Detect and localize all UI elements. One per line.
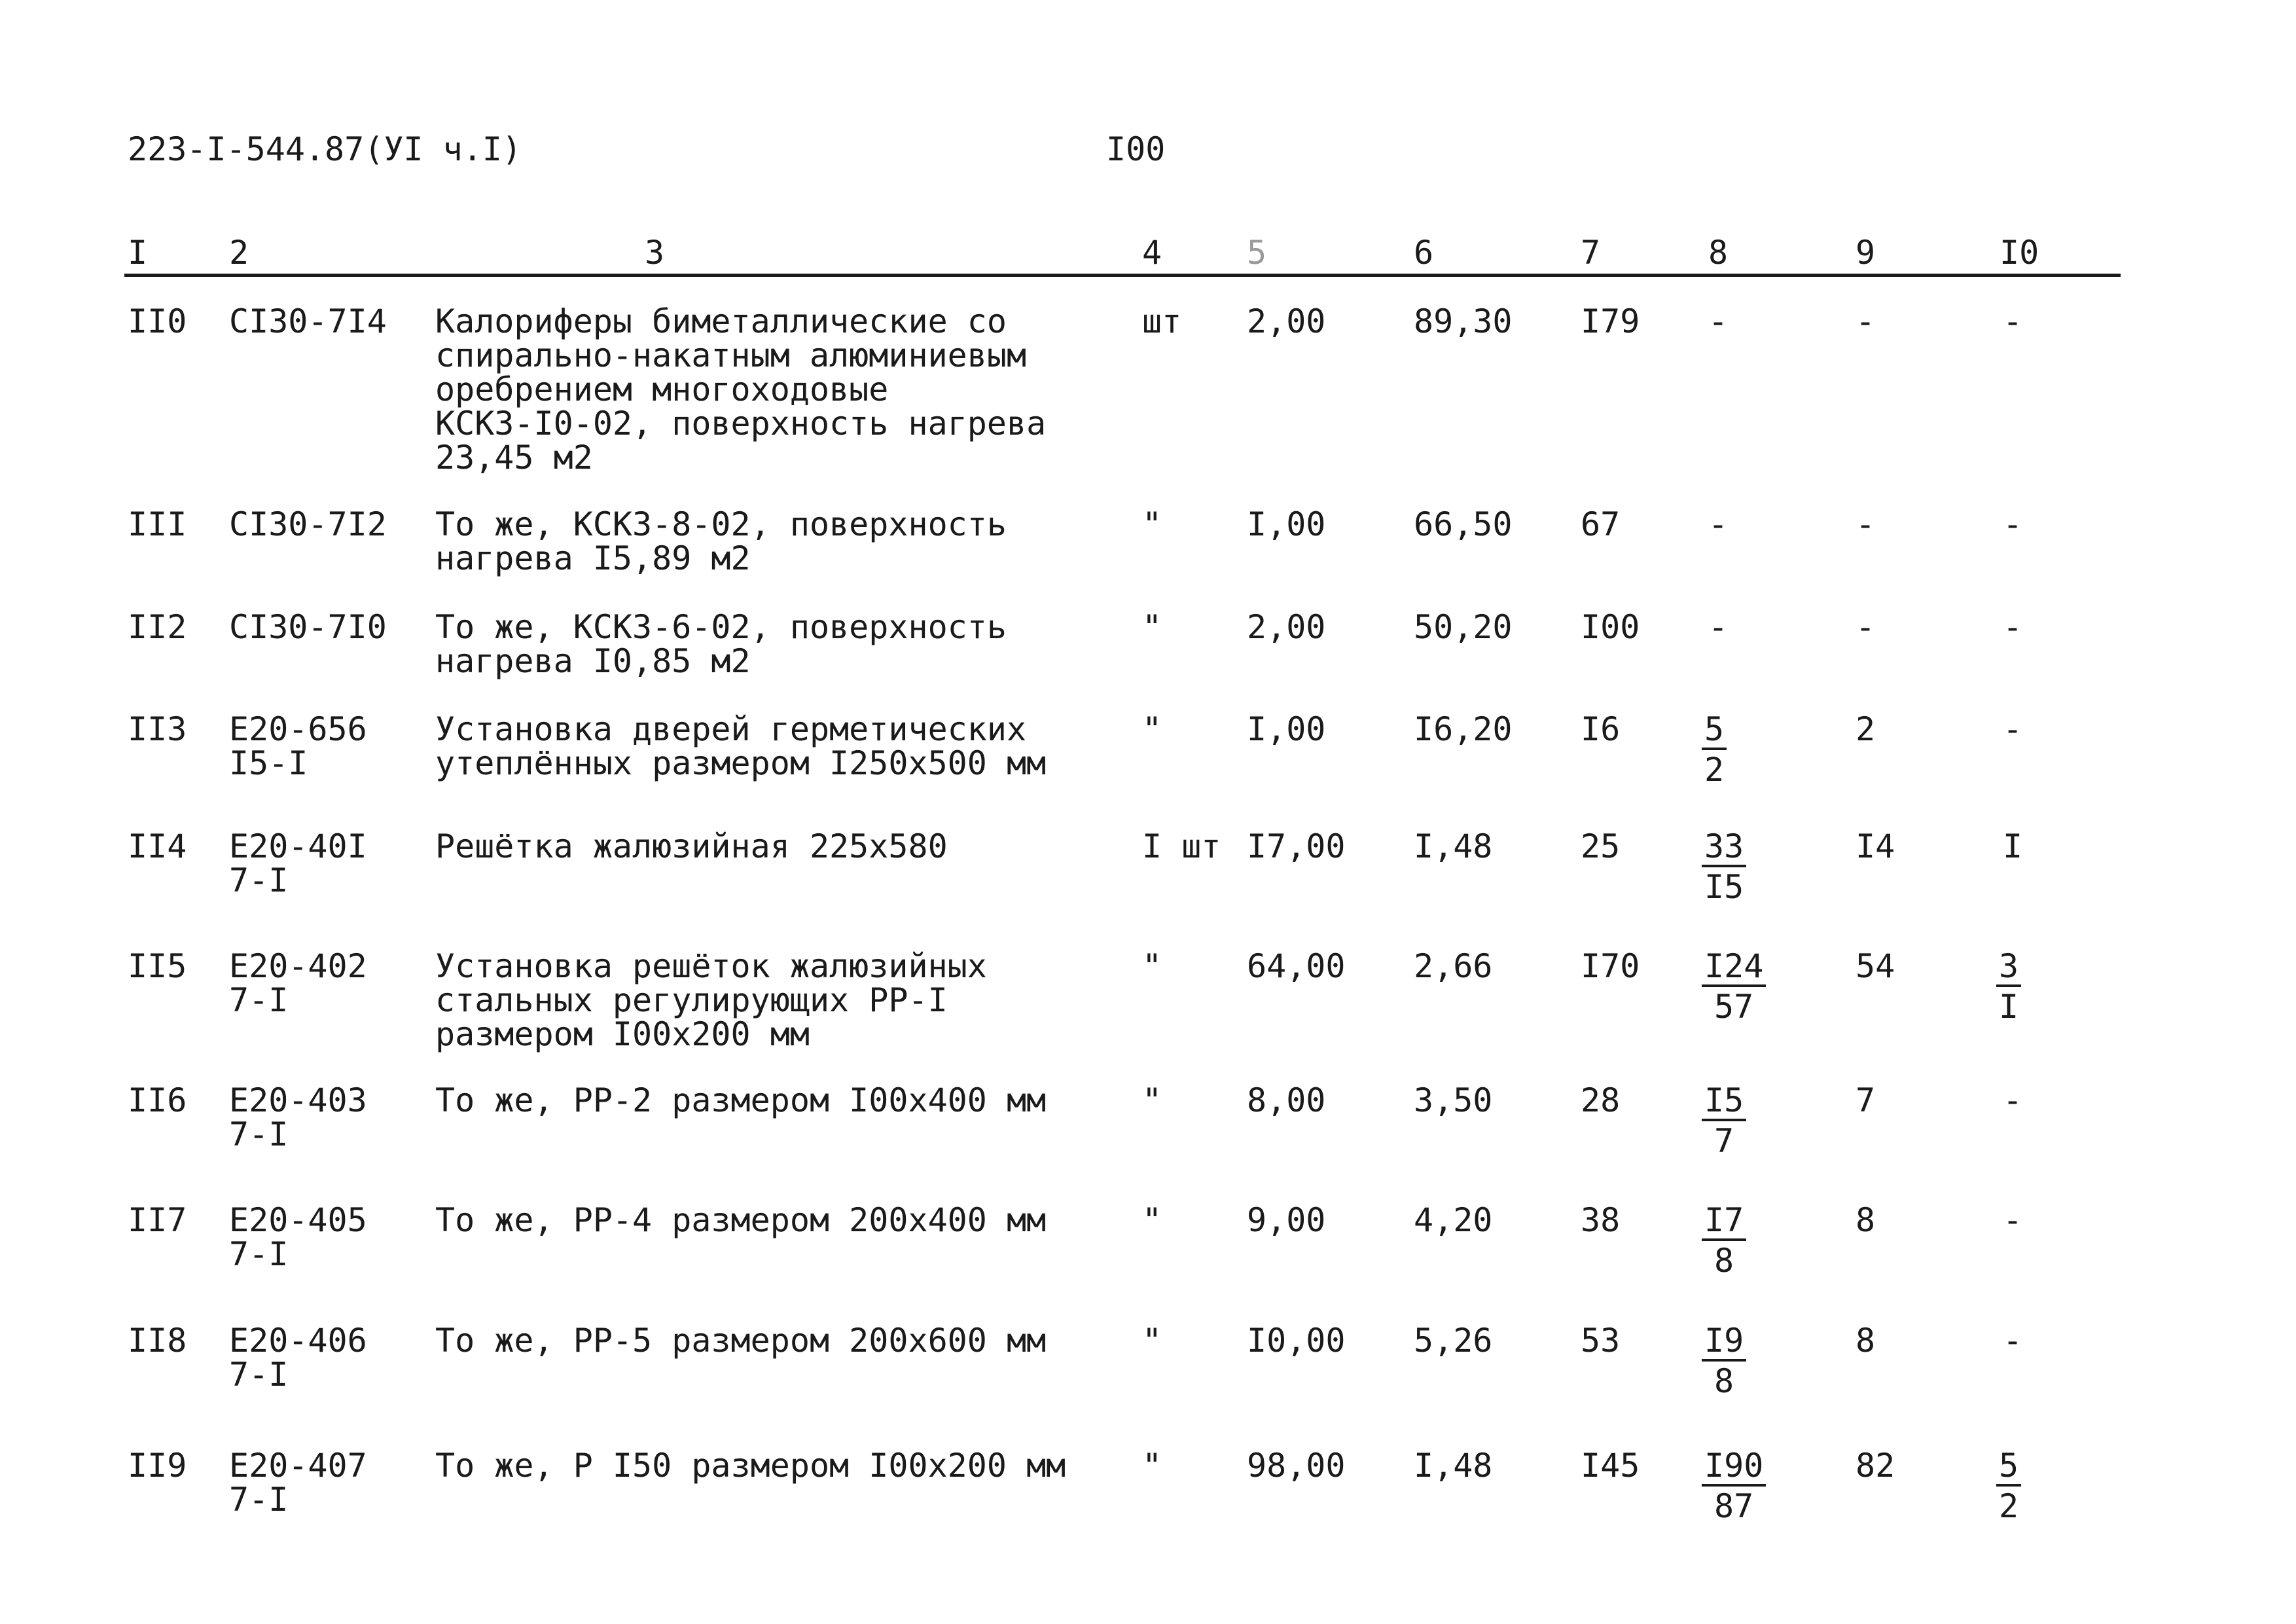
column-8-value-fraction xyxy=(1702,1203,1746,1278)
quantity: 98,00 xyxy=(1247,1447,1346,1485)
column-10-value-numerator: 3 xyxy=(1996,949,2021,987)
work-description xyxy=(435,1449,1066,1483)
rate-code-line: 7-I xyxy=(229,1481,289,1519)
column-8-value-fraction xyxy=(1702,1449,1766,1523)
work-description-line: То же, РР-2 размером I00х400 мм xyxy=(435,1081,1047,1119)
quantity: 9,00 xyxy=(1247,1201,1326,1239)
quantity: I,00 xyxy=(1247,505,1326,543)
unit-of-measure: " xyxy=(1142,505,1162,543)
total-cost: 53 xyxy=(1581,1322,1621,1360)
rate-code-line: 7-I xyxy=(229,861,289,899)
rate-code-line: Е20-402 xyxy=(229,947,367,985)
quantity: 2,00 xyxy=(1247,302,1326,340)
column-8-value: - xyxy=(1708,608,1729,646)
column-8-value-fraction xyxy=(1702,1083,1746,1158)
total-cost: I6 xyxy=(1581,710,1621,748)
column-number-3: 3 xyxy=(645,234,665,272)
rate-code xyxy=(229,1203,367,1271)
column-9-value: 2 xyxy=(1856,710,1876,748)
unit-of-measure: " xyxy=(1142,710,1162,748)
column-8-value-denominator: 57 xyxy=(1714,988,1754,1026)
rate-code-line: 7-I xyxy=(229,981,289,1019)
rate-code-line: 7-I xyxy=(229,1115,289,1153)
rate-code-line: Е20-405 xyxy=(229,1201,367,1239)
row-number: II6 xyxy=(128,1081,187,1119)
column-10-value-denominator: I xyxy=(1999,988,2019,1026)
column-10-value-numerator: 5 xyxy=(1996,1449,2021,1487)
row-number: II0 xyxy=(128,302,187,340)
total-cost: 38 xyxy=(1581,1201,1621,1239)
work-description-line: оребрением многоходовые xyxy=(435,370,889,408)
work-description-line: Решётка жалюзийная 225х580 xyxy=(435,827,948,865)
quantity: I,00 xyxy=(1247,710,1326,748)
unit-price: 3,50 xyxy=(1414,1081,1493,1119)
work-description xyxy=(435,1083,1046,1117)
column-10-value: - xyxy=(2003,1322,2023,1360)
column-10-value: - xyxy=(2003,302,2023,340)
rate-code xyxy=(229,1324,367,1392)
page-number: I00 xyxy=(1106,130,1166,168)
column-10-value: - xyxy=(2003,608,2023,646)
total-cost: I79 xyxy=(1581,302,1640,340)
work-description xyxy=(435,304,1046,475)
total-cost: 28 xyxy=(1581,1081,1621,1119)
rate-code-line: CI30-7I4 xyxy=(229,302,387,340)
column-number-9: 9 xyxy=(1856,234,1876,272)
work-description-line: КСК3-I0-02, поверхность нагрева xyxy=(435,405,1047,442)
column-9-value: 82 xyxy=(1856,1447,1895,1485)
work-description xyxy=(435,507,1007,575)
column-8-value-denominator: I5 xyxy=(1704,868,1744,906)
work-description-line: утеплённых размером I250х500 мм xyxy=(435,744,1047,782)
rate-code-line: I5-I xyxy=(229,744,308,782)
column-number-6: 6 xyxy=(1414,234,1434,272)
rate-code xyxy=(229,610,387,644)
column-9-value: I4 xyxy=(1856,827,1895,865)
work-description-line: Установка дверей герметических xyxy=(435,710,1027,748)
column-9-value: - xyxy=(1856,302,1876,340)
unit-price: 5,26 xyxy=(1414,1322,1493,1360)
column-10-value: - xyxy=(2003,505,2023,543)
column-8-value: - xyxy=(1708,505,1729,543)
rate-code-line: Е20-403 xyxy=(229,1081,367,1119)
column-10-value: - xyxy=(2003,1081,2023,1119)
work-description xyxy=(435,829,948,863)
work-description xyxy=(435,712,1046,780)
row-number: II2 xyxy=(128,608,187,646)
column-10-value-fraction xyxy=(1996,1449,2021,1523)
column-9-value: - xyxy=(1856,608,1876,646)
work-description-line: То же, КСК3-6-02, поверхность xyxy=(435,608,1007,646)
column-8-value-numerator: I9 xyxy=(1702,1324,1746,1362)
column-number-7: 7 xyxy=(1581,234,1601,272)
work-description-line: Калориферы биметаллические со xyxy=(435,302,1007,340)
work-description-line: 23,45 м2 xyxy=(435,439,593,477)
rate-code xyxy=(229,949,367,1017)
work-description-line: То же, РР-4 размером 200х400 мм xyxy=(435,1201,1047,1239)
column-8-value-denominator: 7 xyxy=(1714,1122,1734,1160)
unit-of-measure: " xyxy=(1142,1322,1162,1360)
unit-of-measure: " xyxy=(1142,947,1162,985)
rate-code-line: Е20-406 xyxy=(229,1322,367,1360)
column-8-value-numerator: I90 xyxy=(1702,1449,1766,1487)
column-10-value-fraction xyxy=(1996,949,2021,1024)
work-description-line: То же, Р I50 размером I00х200 мм xyxy=(435,1447,1066,1485)
row-number: II7 xyxy=(128,1201,187,1239)
row-number: III xyxy=(128,505,187,543)
unit-price: 89,30 xyxy=(1414,302,1513,340)
unit-of-measure: " xyxy=(1142,1081,1162,1119)
column-10-value: - xyxy=(2003,1201,2023,1239)
rate-code-line: 7-I xyxy=(229,1356,289,1394)
column-8-value-denominator: 8 xyxy=(1714,1362,1734,1400)
unit-of-measure: шт xyxy=(1142,302,1182,340)
rate-code-line: Е20-40I xyxy=(229,827,367,865)
column-10-value-denominator: 2 xyxy=(1999,1487,2019,1525)
unit-price: I,48 xyxy=(1414,1447,1493,1485)
quantity: I7,00 xyxy=(1247,827,1346,865)
row-number: II4 xyxy=(128,827,187,865)
column-9-value: 7 xyxy=(1856,1081,1876,1119)
column-number-2: 2 xyxy=(229,234,249,272)
column-8-value-numerator: I7 xyxy=(1702,1203,1746,1241)
unit-of-measure: " xyxy=(1142,1201,1162,1239)
column-8-value-denominator: 8 xyxy=(1714,1242,1734,1280)
rate-code-line: CI30-7I0 xyxy=(229,608,387,646)
document-code: 223-I-544.87(УI ч.I) xyxy=(128,130,522,168)
rate-code-line: Е20-407 xyxy=(229,1447,367,1485)
rate-code-line: Е20-656 xyxy=(229,710,367,748)
work-description xyxy=(435,1203,1046,1237)
unit-price: 50,20 xyxy=(1414,608,1513,646)
work-description-line: нагрева I0,85 м2 xyxy=(435,642,751,680)
column-9-value: 8 xyxy=(1856,1322,1876,1360)
rate-code xyxy=(229,507,387,541)
total-cost: I45 xyxy=(1581,1447,1640,1485)
total-cost: I00 xyxy=(1581,608,1640,646)
column-8-value-numerator: 5 xyxy=(1702,712,1727,750)
column-number-4: 4 xyxy=(1142,234,1162,272)
rate-code xyxy=(229,712,367,780)
total-cost: I70 xyxy=(1581,947,1640,985)
column-8-value-denominator: 87 xyxy=(1714,1487,1754,1525)
column-8-value: - xyxy=(1708,302,1729,340)
unit-price: I,48 xyxy=(1414,827,1493,865)
row-number: II3 xyxy=(128,710,187,748)
unit-of-measure: " xyxy=(1142,1447,1162,1485)
work-description-line: стальных регулирующих РР-I xyxy=(435,981,948,1019)
column-8-value-fraction xyxy=(1702,949,1766,1024)
column-9-value: 8 xyxy=(1856,1201,1876,1239)
work-description-line: спирально-накатным алюминиевым xyxy=(435,336,1027,374)
unit-price: I6,20 xyxy=(1414,710,1513,748)
column-number-1: I xyxy=(128,234,148,272)
quantity: 64,00 xyxy=(1247,947,1346,985)
work-description xyxy=(435,1324,1046,1358)
column-8-value-numerator: I5 xyxy=(1702,1083,1746,1121)
column-8-value-fraction xyxy=(1702,1324,1746,1398)
rate-code xyxy=(229,829,367,897)
quantity: I0,00 xyxy=(1247,1322,1346,1360)
row-number: II9 xyxy=(128,1447,187,1485)
quantity: 8,00 xyxy=(1247,1081,1326,1119)
rate-code xyxy=(229,304,387,338)
unit-of-measure: I шт xyxy=(1142,827,1221,865)
rate-code xyxy=(229,1449,367,1517)
column-number-10: I0 xyxy=(2000,234,2039,272)
column-8-value-numerator: 33 xyxy=(1702,829,1746,867)
total-cost: 25 xyxy=(1581,827,1621,865)
work-description xyxy=(435,949,987,1051)
column-number-5: 5 xyxy=(1247,234,1267,272)
column-8-value-fraction xyxy=(1702,712,1727,787)
column-10-value: - xyxy=(2003,710,2023,748)
column-10-value: I xyxy=(2003,827,2023,865)
column-number-8: 8 xyxy=(1708,234,1729,272)
unit-price: 2,66 xyxy=(1414,947,1493,985)
column-9-value: - xyxy=(1856,505,1876,543)
work-description-line: Установка решёток жалюзийных xyxy=(435,947,987,985)
work-description-line: размером I00х200 мм xyxy=(435,1015,810,1053)
rate-code-line: CI30-7I2 xyxy=(229,505,387,543)
work-description-line: То же, КСК3-8-02, поверхность xyxy=(435,505,1007,543)
column-9-value: 54 xyxy=(1856,947,1895,985)
rate-code-line: 7-I xyxy=(229,1235,289,1273)
rate-code xyxy=(229,1083,367,1151)
unit-price: 66,50 xyxy=(1414,505,1513,543)
work-description xyxy=(435,610,1007,678)
unit-price: 4,20 xyxy=(1414,1201,1493,1239)
work-description-line: нагрева I5,89 м2 xyxy=(435,539,751,577)
column-8-value-denominator: 2 xyxy=(1704,751,1725,789)
row-number: II8 xyxy=(128,1322,187,1360)
row-number: II5 xyxy=(128,947,187,985)
column-8-value-fraction xyxy=(1702,829,1746,904)
total-cost: 67 xyxy=(1581,505,1621,543)
header-rule xyxy=(124,274,2121,277)
column-8-value-numerator: I24 xyxy=(1702,949,1766,987)
work-description-line: То же, РР-5 размером 200х600 мм xyxy=(435,1322,1047,1360)
quantity: 2,00 xyxy=(1247,608,1326,646)
unit-of-measure: " xyxy=(1142,608,1162,646)
